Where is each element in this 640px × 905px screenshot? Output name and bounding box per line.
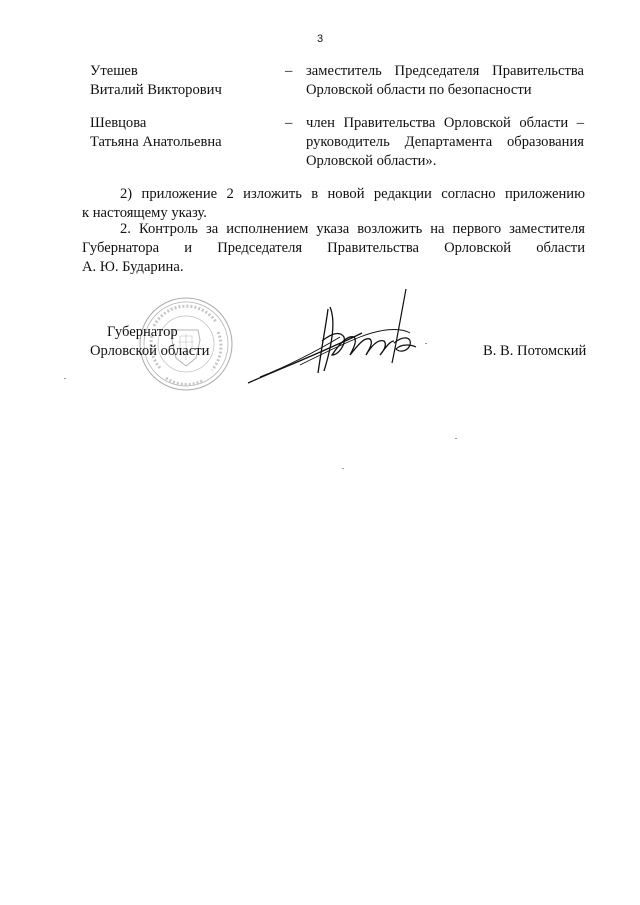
paragraph-2-line: А. Ю. Бударина.: [82, 259, 184, 275]
member-role-line: руководитель Департамента образования: [306, 134, 584, 150]
paragraph-2-line: Губернатора и Председателя Правительства Орловской области: [82, 240, 585, 256]
member-role-line: член Правительства Орловской области –: [306, 115, 584, 131]
signer-title-line: Орловской области: [90, 343, 210, 359]
member-given-name: Татьяна Анатольевна: [90, 134, 222, 150]
scan-speck: [455, 438, 457, 439]
page-number: 3: [316, 33, 324, 45]
member-given-name: Виталий Викторович: [90, 82, 222, 98]
member-surname: Утешев: [90, 63, 138, 79]
member-role-line: Орловской области».: [306, 153, 437, 169]
member-role-line: заместитель Председателя Правительства: [306, 63, 584, 79]
scan-speck: [64, 378, 66, 379]
scan-speck: [425, 343, 427, 344]
member-role-line: Орловской области по безопасности: [306, 82, 532, 98]
paragraph-1-line: к настоящему указу.: [82, 205, 207, 221]
paragraph-2-line: 2. Контроль за исполнением указа возложить на первого заместителя: [120, 221, 585, 237]
handwritten-signature: [240, 285, 435, 390]
signer-title-line: Губернатор: [107, 324, 178, 340]
member-surname: Шевцова: [90, 115, 147, 131]
paragraph-1-line: 2) приложение 2 изложить в новой редакции согласно приложению: [120, 186, 585, 202]
member-dash: –: [285, 115, 293, 131]
signer-name: В. В. Потомский: [483, 343, 587, 359]
scan-speck: [342, 468, 344, 469]
member-dash: –: [285, 63, 293, 79]
